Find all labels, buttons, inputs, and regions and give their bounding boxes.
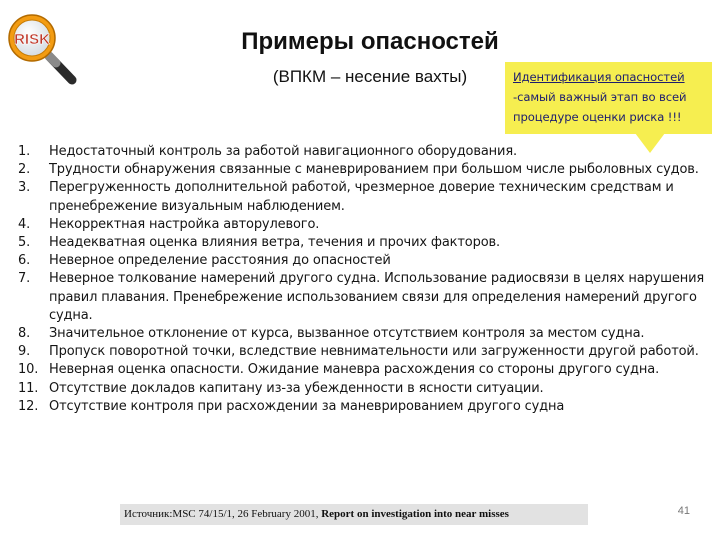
- item-number: 6.: [18, 253, 31, 269]
- item-text: Значительное отклонение от курса, вызванное отсутствием контроля за местом судна.: [49, 326, 645, 342]
- list-item: [18, 398, 708, 416]
- magnifier-icon: [6, 10, 78, 86]
- list-item: [18, 380, 708, 398]
- risk-magnifier-logo: [6, 10, 78, 86]
- item-text: Неадекватная оценка влияния ветра, течения и прочих факторов.: [49, 235, 501, 251]
- callout-heading: Идентификация опасностей: [513, 70, 685, 84]
- item-number: 4.: [18, 216, 31, 232]
- item-text: Некорректная настройка авторулевого.: [49, 216, 320, 232]
- item-number: 12.: [18, 398, 39, 414]
- item-text: Неверное определение расстояния до опасностей: [49, 253, 391, 269]
- page-title: Примеры опасностей: [241, 28, 499, 55]
- source-prefix: Источник:MSC 74/15/1, 26 February 2001,: [124, 508, 322, 520]
- source-citation: [120, 504, 588, 525]
- item-text: Пропуск поворотной точки, вследствие невнимательности или загруженности другой работой.: [49, 344, 699, 360]
- list-item: [18, 143, 708, 161]
- hazard-list: [18, 143, 708, 416]
- item-text: Неверное толкование намерений другого судна. Использование радиосвязи в целях нарушения правил плавания. Пренебрежение использованием связи для определения намерений другого судна.: [49, 271, 705, 323]
- list-item: [18, 234, 708, 252]
- item-number: 7.: [18, 271, 31, 287]
- list-item: [18, 361, 708, 379]
- list-item: [18, 161, 708, 179]
- item-number: 9.: [18, 344, 31, 360]
- item-text: Отсутствие контроля при расхождении за маневрированием другого судна: [49, 398, 565, 414]
- callout-text: -самый важный этап во всей процедуре оценки риска !!!: [513, 90, 687, 124]
- item-number: 3.: [18, 180, 31, 196]
- page-subtitle: (ВПКМ – несение вахты): [272, 67, 468, 86]
- item-number: 10.: [18, 362, 39, 378]
- list-item: [18, 270, 708, 325]
- logo-text: RISK: [14, 31, 50, 48]
- list-item: [18, 216, 708, 234]
- item-text: Перегруженность дополнительной работой, чрезмерное доверие техническим средствам и пренебрежение визуальным наблюдением.: [49, 180, 674, 214]
- item-number: 1.: [18, 144, 31, 159]
- page-number: 41: [677, 505, 690, 517]
- item-number: 8.: [18, 326, 31, 342]
- callout-note: [505, 62, 712, 134]
- item-number: 5.: [18, 235, 31, 251]
- item-text: Недостаточный контроль за работой навигационного оборудования.: [49, 144, 517, 159]
- list-item: [18, 343, 708, 361]
- list-item: [18, 252, 708, 270]
- source-title: Report on investigation into near misses: [321, 508, 509, 520]
- item-number: 11.: [18, 380, 39, 396]
- item-text: Трудности обнаружения связанные с маневрированием при большом числе рыболовных судов.: [49, 162, 699, 178]
- list-item: [18, 325, 708, 343]
- item-text: Отсутствие докладов капитану из-за убежденности в ясности ситуации.: [49, 380, 544, 396]
- list-item: [18, 179, 708, 215]
- item-number: 2.: [18, 162, 31, 178]
- item-text: Неверная оценка опасности. Ожидание маневра расхождения со стороны другого судна.: [49, 362, 660, 378]
